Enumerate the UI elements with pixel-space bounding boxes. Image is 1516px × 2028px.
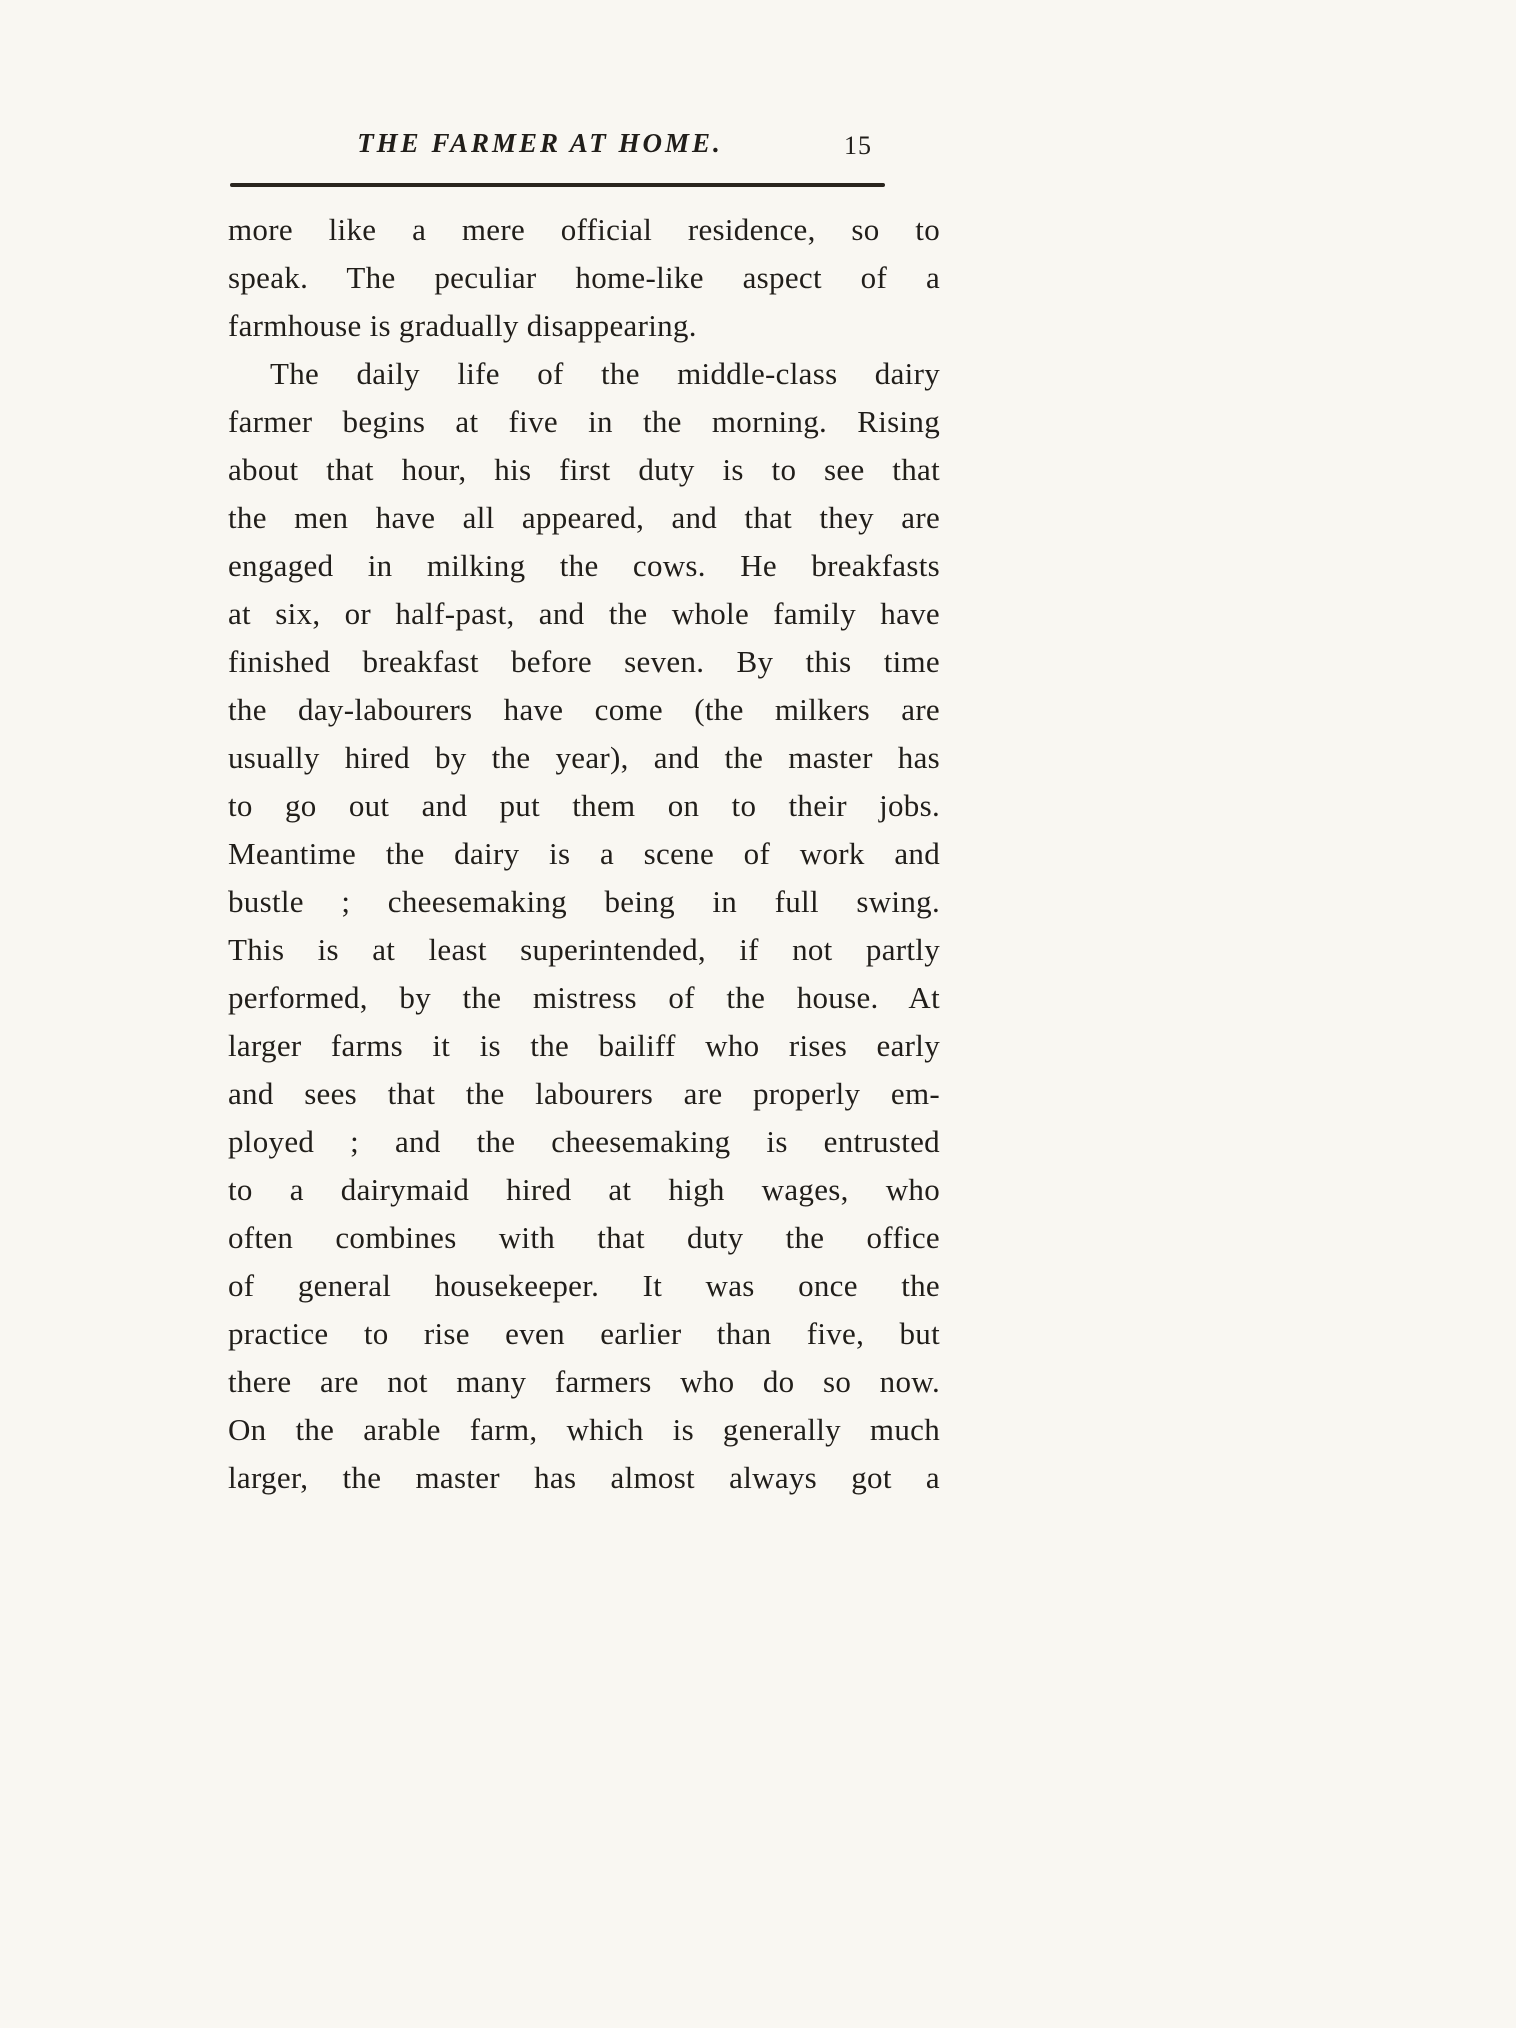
text-line: larger farms it is the bailiff who rises early [228, 1028, 940, 1063]
text-line: Meantime the dairy is a scene of work and [228, 836, 940, 871]
text-line: of general housekeeper. It was once the [228, 1268, 940, 1303]
text-line: often combines with that duty the office [228, 1220, 940, 1255]
text-line: there are not many farmers who do so now. [228, 1364, 940, 1399]
text-line: On the arable farm, which is generally much [228, 1412, 940, 1447]
page-header [230, 128, 940, 172]
text-line: usually hired by the year), and the master has [228, 740, 940, 775]
text-line: bustle ; cheesemaking being in full swing. [228, 884, 940, 919]
header-rule [230, 183, 885, 187]
text-line: performed, by the mistress of the house. At [228, 980, 940, 1015]
text-line: about that hour, his first duty is to see that [228, 452, 940, 487]
body-text [228, 206, 940, 1502]
text-line: and sees that the labourers are properly em- [228, 1076, 940, 1111]
text-line: the men have all appeared, and that they are [228, 500, 940, 535]
text-line: farmer begins at five in the morning. Rising [228, 404, 940, 439]
page-number: 15 [844, 131, 872, 160]
text-line: practice to rise even earlier than five, but [228, 1316, 940, 1351]
text-line: to a dairymaid hired at high wages, who [228, 1172, 940, 1207]
text-line: finished breakfast before seven. By this time [228, 644, 940, 679]
text-line: to go out and put them on to their jobs. [228, 788, 940, 823]
paragraph [228, 350, 940, 1502]
paragraph [228, 206, 940, 350]
text-line: engaged in milking the cows. He breakfasts [228, 548, 940, 583]
text-line: the day-labourers have come (the milkers are [228, 692, 940, 727]
text-line: farmhouse is gradually disappearing. [228, 308, 697, 343]
text-line: speak. The peculiar home-like aspect of a [228, 260, 940, 295]
text-line: ployed ; and the cheesemaking is entrusted [228, 1124, 940, 1159]
text-line: at six, or half-past, and the whole family have [228, 596, 940, 631]
running-title: THE FARMER AT HOME. [357, 128, 723, 158]
text-line: larger, the master has almost always got a [228, 1460, 940, 1495]
text-line: The daily life of the middle-class dairy [270, 356, 940, 391]
text-line: more like a mere official residence, so to [228, 212, 940, 247]
text-line: This is at least superintended, if not partly [228, 932, 940, 967]
